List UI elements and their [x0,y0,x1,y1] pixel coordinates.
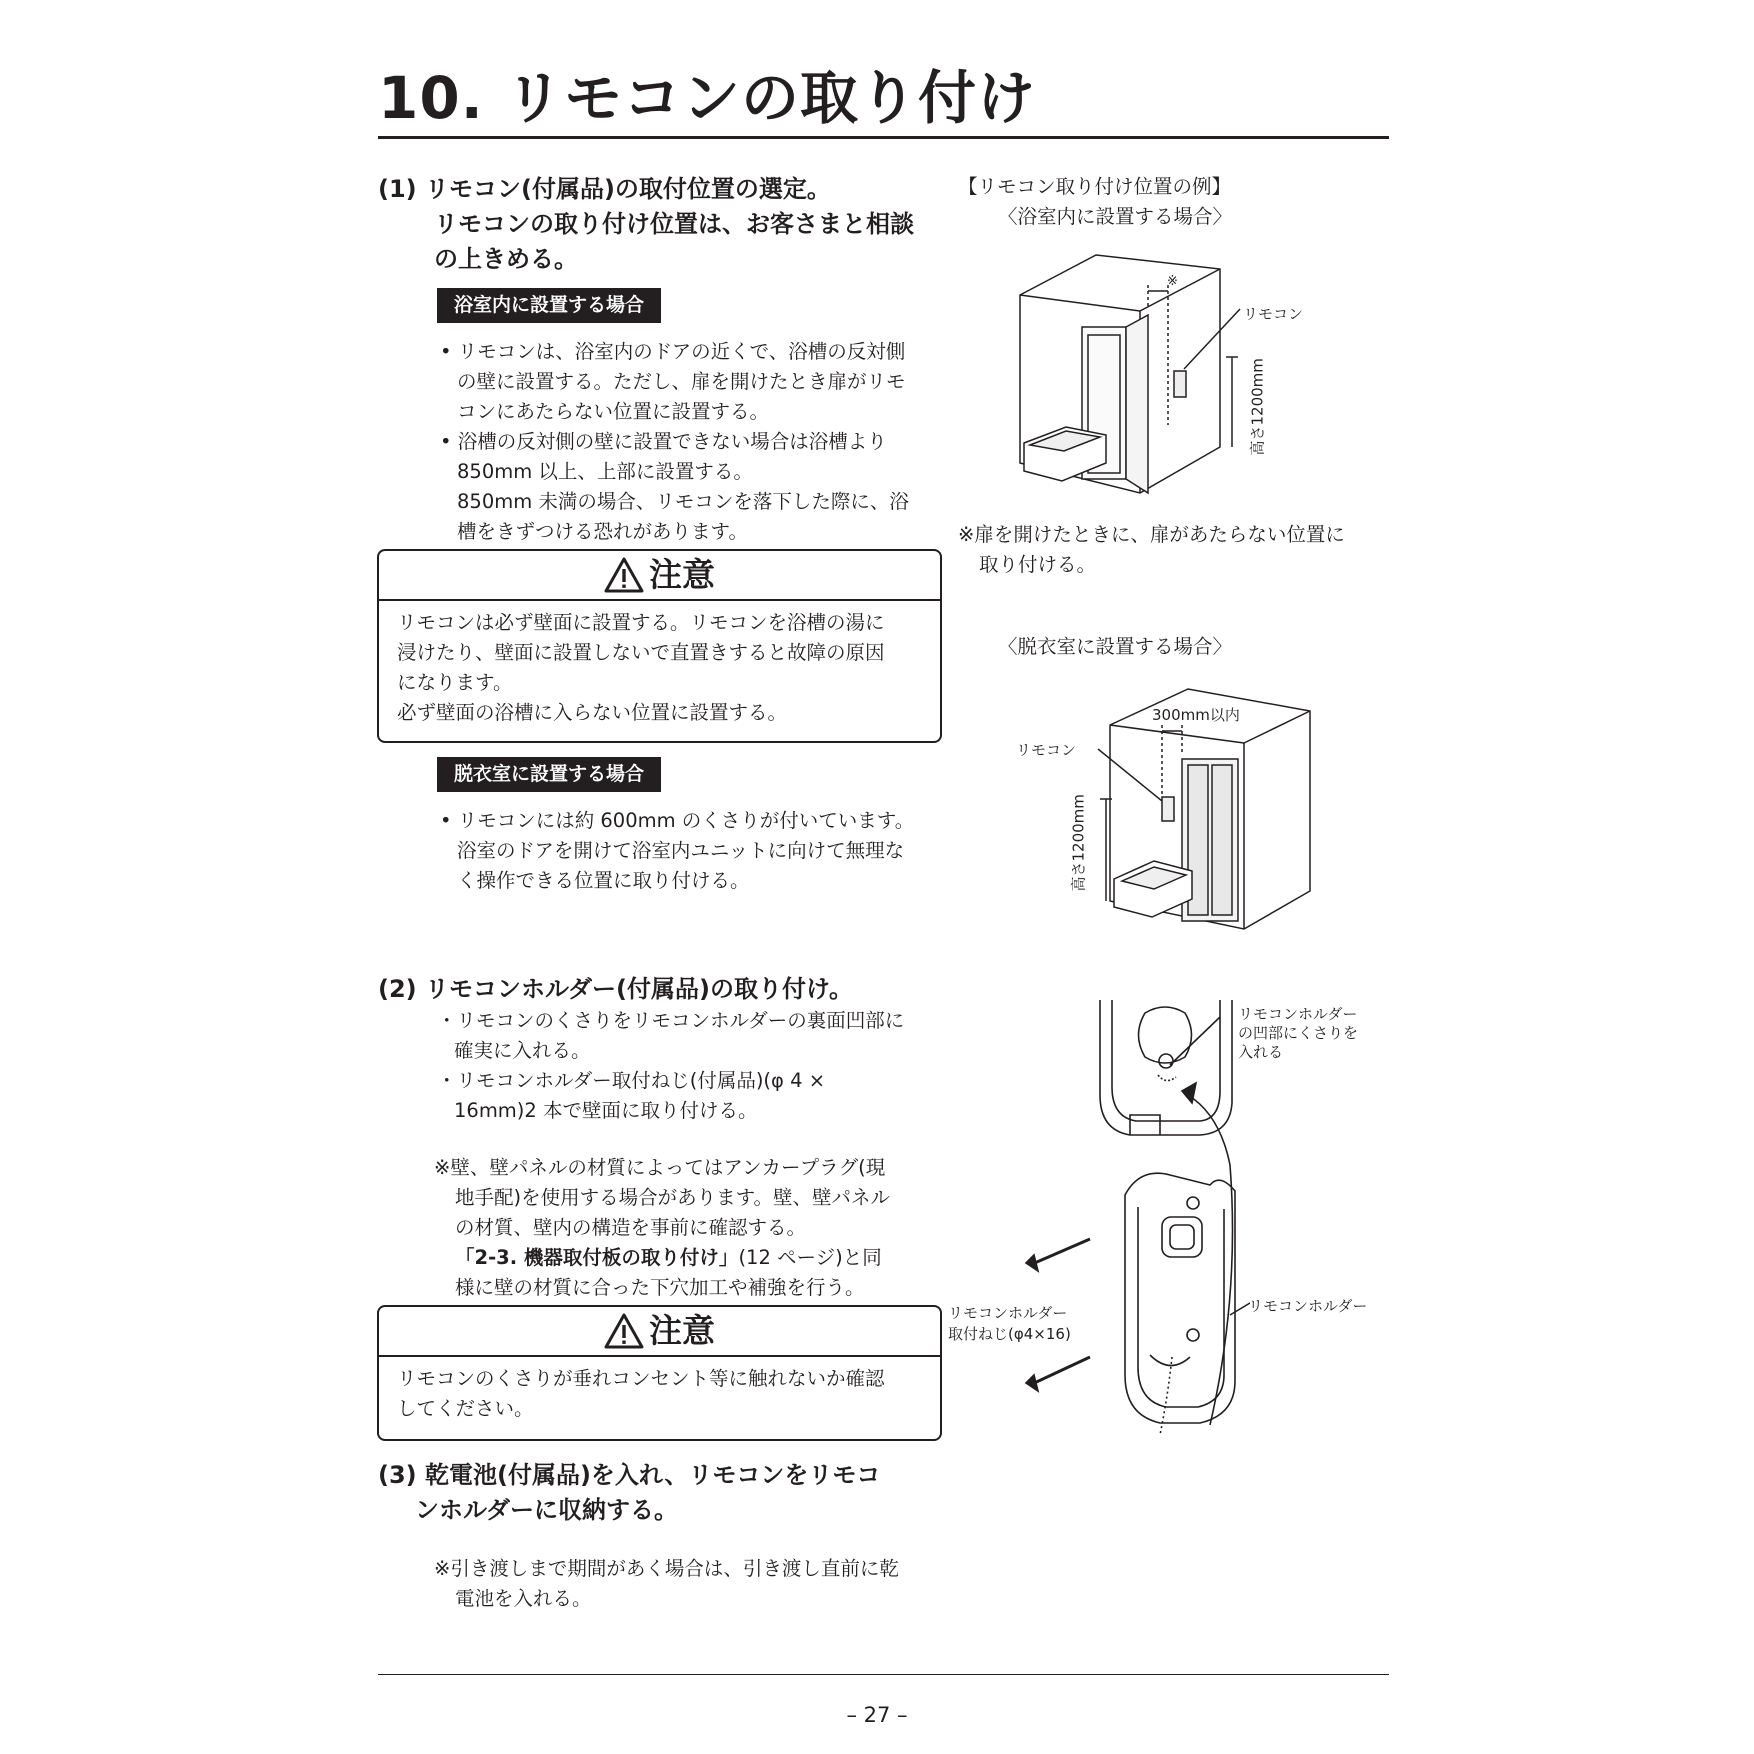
caution-line: 浸けたり、壁面に設置しないで直置きすると故障の原因 [397,641,885,664]
section2-instructions [437,1006,904,1126]
bathroom-line: 槽をきずつける恐れがあります。 [457,520,748,543]
section1-heading-line1: (1) リモコン(付属品)の取付位置の選定。 [378,175,831,203]
bathroom-line: • リモコンは、浴室内のドアの近くで、浴槽の反対側 [440,340,906,363]
bathroom-line: 850mm 以上、上部に設置する。 [457,460,753,483]
remote-label-bathroom: リモコン [1243,305,1304,323]
footer-rule [378,1674,1389,1675]
reference-rest: (12 ページ)と同 [738,1246,882,1269]
caution-box-2 [377,1305,942,1441]
holder-label: リモコンホルダー [1248,1297,1368,1315]
warning-triangle-icon [604,557,644,593]
figure1-heading: 【リモコン取り付け位置の例】 [958,175,1232,198]
section2-note-line: ※壁、壁パネルの材質によってはアンカープラグ(現 [434,1156,886,1179]
section1-heading-line3: の上きめる。 [434,245,578,273]
bathroom-line: コンにあたらない位置に設置する。 [457,400,770,423]
caution-title: 注意 [649,1311,716,1350]
section2-reference-line [434,1243,890,1273]
caution-header [379,551,940,601]
figure1-sub-bathroom: 〈浴室内に設置する場合〉 [998,205,1233,228]
remote-holder-illustration [1020,995,1250,1445]
section2-line: 16mm)2 本で壁面に取り付ける。 [454,1099,758,1122]
section3-note-line2: 電池を入れる。 [455,1587,592,1610]
section2-note-line: 様に壁の材質に合った下穴加工や補強を行う。 [455,1276,865,1299]
section3-note-line1: ※引き渡しまで期間があく場合は、引き渡し直前に乾 [434,1557,899,1580]
page-title: 10. リモコンの取り付け [378,64,1036,132]
note-mark-label: ※ [1167,274,1178,289]
dressing-instructions [440,806,914,896]
reference-link-text: 「2-3. 機器取付板の取り付け」 [455,1246,739,1269]
section1-heading-line2: リモコンの取り付け位置は、お客さまと相談 [434,210,914,238]
bathroom-line: • 浴槽の反対側の壁に設置できない場合は浴槽より [440,430,887,453]
dressing-line: 浴室のドアを開けて浴室内ユニットに向けて無理な [457,839,905,862]
bathroom-tag: 浴室内に設置する場合 [437,288,661,323]
section2-line: 確実に入れる。 [454,1039,591,1062]
screw-label-line1: リモコンホルダー [948,1304,1068,1322]
bathroom-instructions [440,337,909,547]
section2-line: ・リモコンのくさりをリモコンホルダーの裏面凹部に [437,1009,905,1032]
height-label-dressing: 高さ1200mm [1069,794,1088,892]
dressing-line: く操作できる位置に取り付ける。 [457,869,750,892]
height-label-bathroom: 高さ1200mm [1248,358,1267,456]
caution-title: 注意 [649,555,716,594]
section2-line: ・リモコンホルダー取付ねじ(付属品)(φ 4 × [437,1069,826,1092]
dressing-tag: 脱衣室に設置する場合 [437,757,661,792]
section3-heading-line2: ンホルダーに収納する。 [415,1496,679,1524]
warning-triangle-icon [604,1313,644,1349]
section2-note-line: 地手配)を使用する場合があります。壁、壁パネル [455,1186,891,1209]
screw-label-line2: 取付ねじ(φ4×16) [948,1325,1071,1343]
max-300mm-label: 300mm以内 [1152,706,1240,724]
caution-body [397,608,885,728]
bathroom-line: 850mm 未満の場合、リモコンを落下した際に、浴 [457,490,909,513]
caution-header [379,1307,940,1357]
title-rule [378,136,1389,139]
caution-box-1 [377,549,942,743]
bathroom-illustration [1000,245,1260,505]
figure1-sub-dressing: 〈脱衣室に設置する場合〉 [998,635,1233,658]
section2-note [434,1153,890,1303]
remote-label-dressing: リモコン [1016,741,1077,759]
caution-line: リモコンのくさりが垂れコンセント等に触れないか確認 [397,1367,885,1390]
bathroom-line: の壁に設置する。ただし、扉を開けたとき扉がリモ [457,370,906,393]
section2-note-line: の材質、壁内の構造を事前に確認する。 [455,1216,807,1239]
figure1-note-line1: ※扉を開けたときに、扉があたらない位置に [958,523,1345,546]
figure1-note-line2: 取り付ける。 [979,553,1097,576]
caution-line: してください。 [397,1397,534,1420]
caution-body [397,1364,885,1424]
section2-heading: (2) リモコンホルダー(付属品)の取り付け。 [378,975,854,1003]
caution-line: 必ず壁面の浴槽に入らない位置に設置する。 [397,701,788,724]
page-number: – 27 – [846,1703,908,1727]
caution-line: リモコンは必ず壁面に設置する。リモコンを浴槽の湯に [397,611,885,634]
caution-line: になります。 [397,671,513,694]
section3-heading-line1: (3) 乾電池(付属品)を入れ、リモコンをリモコ [378,1461,881,1489]
holder-chain-label-line2: の凹部にくさりを [1238,1024,1359,1042]
holder-chain-label-line3: 入れる [1238,1043,1284,1061]
holder-chain-label-line1: リモコンホルダー [1238,1005,1358,1023]
dressing-line: • リモコンには約 600mm のくさりが付いています。 [440,809,915,832]
